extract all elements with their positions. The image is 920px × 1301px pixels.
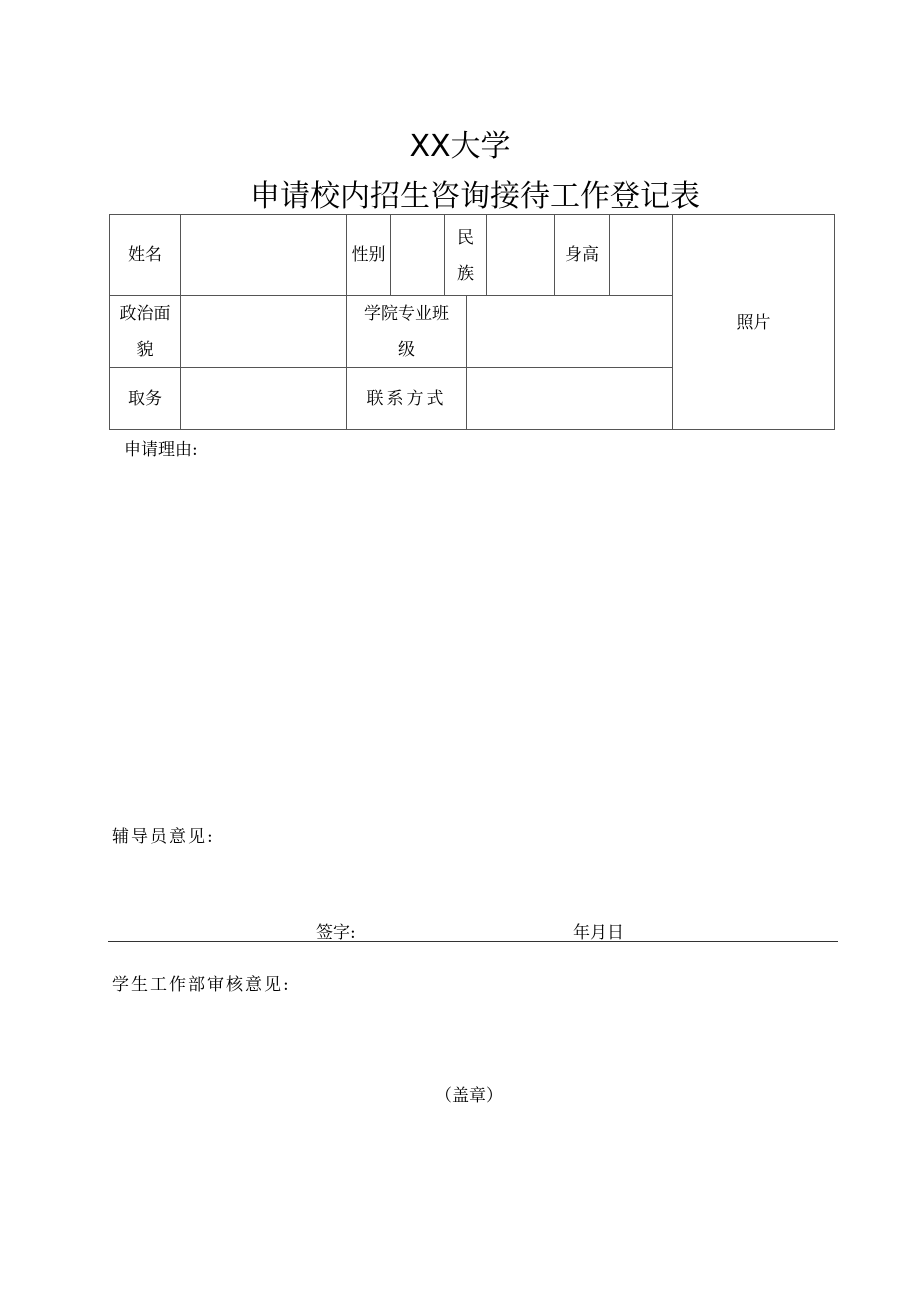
political-field[interactable] [180, 295, 347, 368]
ethnicity-label [444, 214, 487, 296]
gender-label: 性别 [346, 214, 391, 296]
reason-label: 申请理由: [124, 440, 198, 460]
document-title: XX大学 [409, 129, 511, 164]
height-label: 身高 [554, 214, 610, 296]
gender-field[interactable] [390, 214, 445, 296]
ethnicity-label-line1: 民 [457, 228, 474, 248]
contact-label: 联系方式 [346, 367, 467, 430]
height-field[interactable] [609, 214, 673, 296]
political-label-line1: 政治面 [119, 303, 171, 324]
college-field[interactable] [466, 295, 673, 368]
ethnicity-field[interactable] [486, 214, 555, 296]
ethnicity-label-line2: 族 [457, 264, 474, 284]
divider [108, 941, 838, 942]
contact-field[interactable] [466, 367, 673, 430]
name-field[interactable] [180, 214, 347, 296]
position-label: 取务 [109, 367, 181, 430]
name-label: 姓名 [109, 214, 181, 296]
seal-label: （盖章） [435, 1086, 503, 1106]
political-label-line2: 貌 [136, 339, 154, 360]
dept-review-label: 学生工作部审核意见: [112, 975, 291, 995]
college-label-line1: 学院专业班 [364, 303, 449, 324]
photo-box[interactable]: 照片 [672, 214, 835, 430]
college-label-line2: 级 [398, 339, 415, 360]
form-title: 申请校内招生咨询接待工作登记表 [250, 179, 700, 214]
counselor-opinion-label: 辅导员意见: [112, 827, 215, 847]
position-field[interactable] [180, 367, 347, 430]
political-label [109, 295, 181, 368]
college-label [346, 295, 467, 368]
signature-label: 签字: [316, 923, 356, 943]
date-label: 年月日 [573, 923, 624, 943]
